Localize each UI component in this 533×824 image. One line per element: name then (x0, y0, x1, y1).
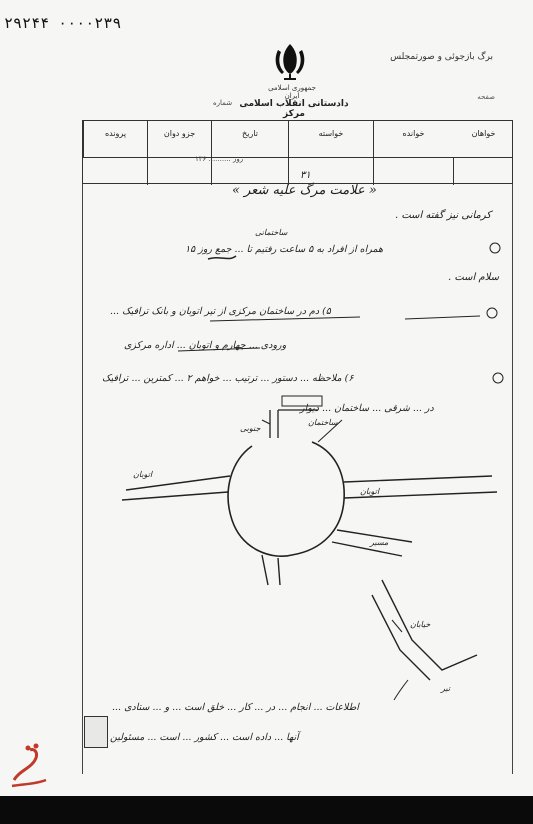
map-label: ساختمان (308, 418, 338, 427)
map-label: تیر (441, 684, 451, 693)
org-line-2: دادستانی انقلاب اسلامی مرکز (239, 99, 349, 119)
serial-number: ۲۹۲۴۴ ۰۰۰۰۲۳۹ (4, 14, 122, 32)
handwritten-line: در ... شرقی ... ساختمان ... دیوار (300, 403, 434, 414)
tasnim-logo-icon (6, 740, 50, 792)
sheet-label: برگ بازجوئی و صورتمجلس (390, 52, 493, 62)
number-label: شماره (213, 99, 233, 107)
handwritten-line: کرمانی نیز گفته است . (395, 210, 492, 221)
page-label: صفحه (477, 93, 495, 101)
hand-drawn-map (82, 380, 512, 720)
table-header-cell: پرونده (83, 121, 147, 157)
bottom-bar (0, 796, 533, 824)
map-label: جنوبی (240, 424, 261, 433)
table-header-cell: خوانده (373, 121, 453, 157)
handwritten-line: ۵) دم در ساختمان مرکزی از تیر اتوبان و بانک ترافیک ... (110, 306, 331, 317)
stamp-mark (84, 716, 108, 748)
date-field: روز .......... ۱۳۶ (195, 155, 244, 163)
handwritten-heading: « علامت مرگ علیه شعر » (232, 183, 377, 198)
handwritten-footer-line: آنها ... داده است ... کشور ... است ... مسئولین (110, 732, 299, 743)
handwritten-line: ورودی ... چهارم و اتوبان ... اداره مرکزی (124, 340, 287, 351)
map-label: خیابان (410, 620, 431, 629)
handwritten-line: ۶) ملاحظه ... دستور ... ترتیب ... خواهم ۲ ... کمترین ... ترافیک (102, 373, 354, 384)
handwritten-line: سلام است . (448, 272, 500, 283)
map-label: اتوبان (133, 470, 153, 479)
map-label: اتوبان (360, 487, 380, 496)
table-header-cell: جزو دوان (147, 121, 211, 157)
table-header-cell: تاریخ (211, 121, 288, 157)
handwritten-line: ﻫﻤﺮاﻩ ﺍﺯ ﺍﻓﺮﺍﺩ ﺑﻪ ۵ ساعت ﺭﻓﺘﻴﻢ ﺗﺎ ... ﺟﻤﻊ ﺭﻭﺯ ۱۵ (185, 244, 383, 255)
page-marker: ۳۱ (300, 170, 311, 181)
map-label: مسیر (370, 538, 389, 547)
table-header-cell: خواهان (471, 129, 496, 138)
handwritten-footer-line: اطلاعات ... انجام ... در ... کار ... خلق است ... و ... ستادی ... (112, 702, 359, 713)
table-header-cell: خواسته (288, 121, 373, 157)
handwritten-note: ساختمانی (255, 228, 288, 237)
org-line-1: جمهوری اسلامی ایران (268, 84, 316, 100)
